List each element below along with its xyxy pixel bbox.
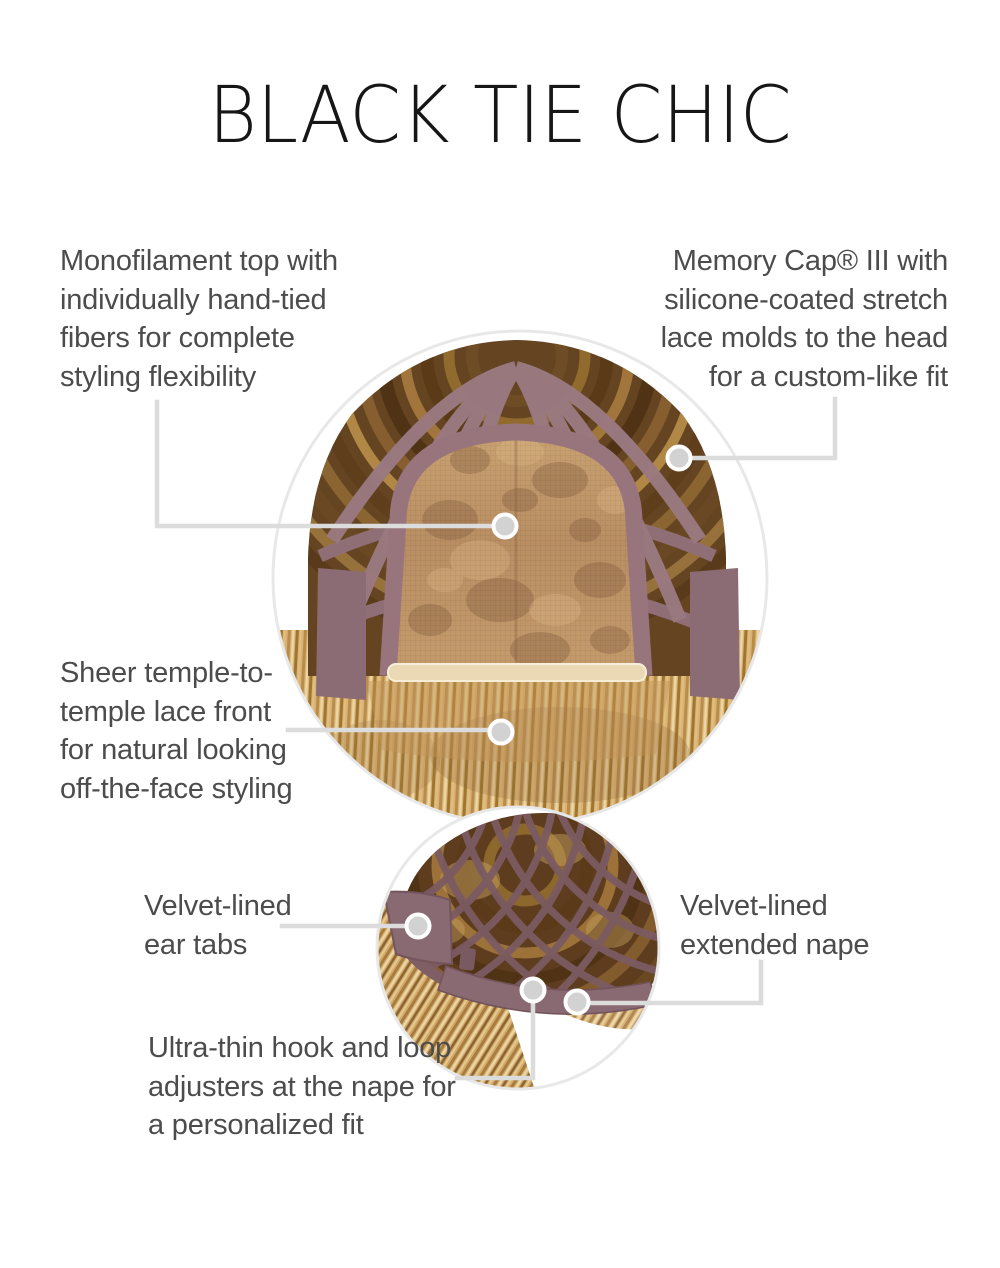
lace-front-overlay [366,681,670,762]
callout-monofilament [60,242,338,396]
callout-dot-nape-adjusters [522,979,545,1002]
callout-memory-cap [560,242,948,396]
callout-text-line: individually hand-tied [60,283,327,316]
callout-text-line: ear tabs [144,928,248,961]
callout-nape-adjusters [148,1029,456,1145]
callout-text-line: for natural looking [60,734,287,766]
callout-text-line: for a custom-like fit [708,360,948,393]
nape-adjuster-tab [459,947,476,970]
callout-text-line: lace molds to the head [660,322,948,354]
callout-dot-ear-tabs [407,915,430,938]
lace-front-strip [388,664,646,681]
callout-text-line: temple lace front [60,695,271,728]
callout-text-line: Velvet-lined [144,890,292,922]
callout-text-line: silicone-coated stretch [664,283,948,316]
callout-text-line: adjusters at the nape for [148,1070,456,1103]
callout-text-line: Velvet-lined [680,890,828,922]
callout-dot-lace-front [490,721,513,744]
ear-tab-band-right [690,568,740,700]
callout-text-line: a personalized fit [148,1109,364,1141]
callout-text-line: Monofilament top with [60,245,338,277]
callout-text-line: extended nape [680,928,870,961]
callout-dot-monofilament [494,515,517,538]
callout-ear-tabs [144,887,292,964]
product-title: BLACK TIE CHIC [208,71,792,161]
callout-text-line: fibers for complete [60,322,295,354]
callout-text-line: styling flexibility [60,360,257,393]
callout-text-line: Sheer temple-to- [60,657,273,689]
callout-dot-memory-cap [668,447,691,470]
callout-extended-nape [680,887,869,964]
callout-text-line: Memory Cap® III with [672,245,948,277]
ear-tab-band-left [316,568,366,700]
callout-dot-extended-nape [566,991,589,1014]
callout-text-line: Ultra-thin hook and loop [148,1032,452,1064]
callout-lace-front [60,654,292,808]
callout-text-line: off-the-face styling [60,772,293,805]
